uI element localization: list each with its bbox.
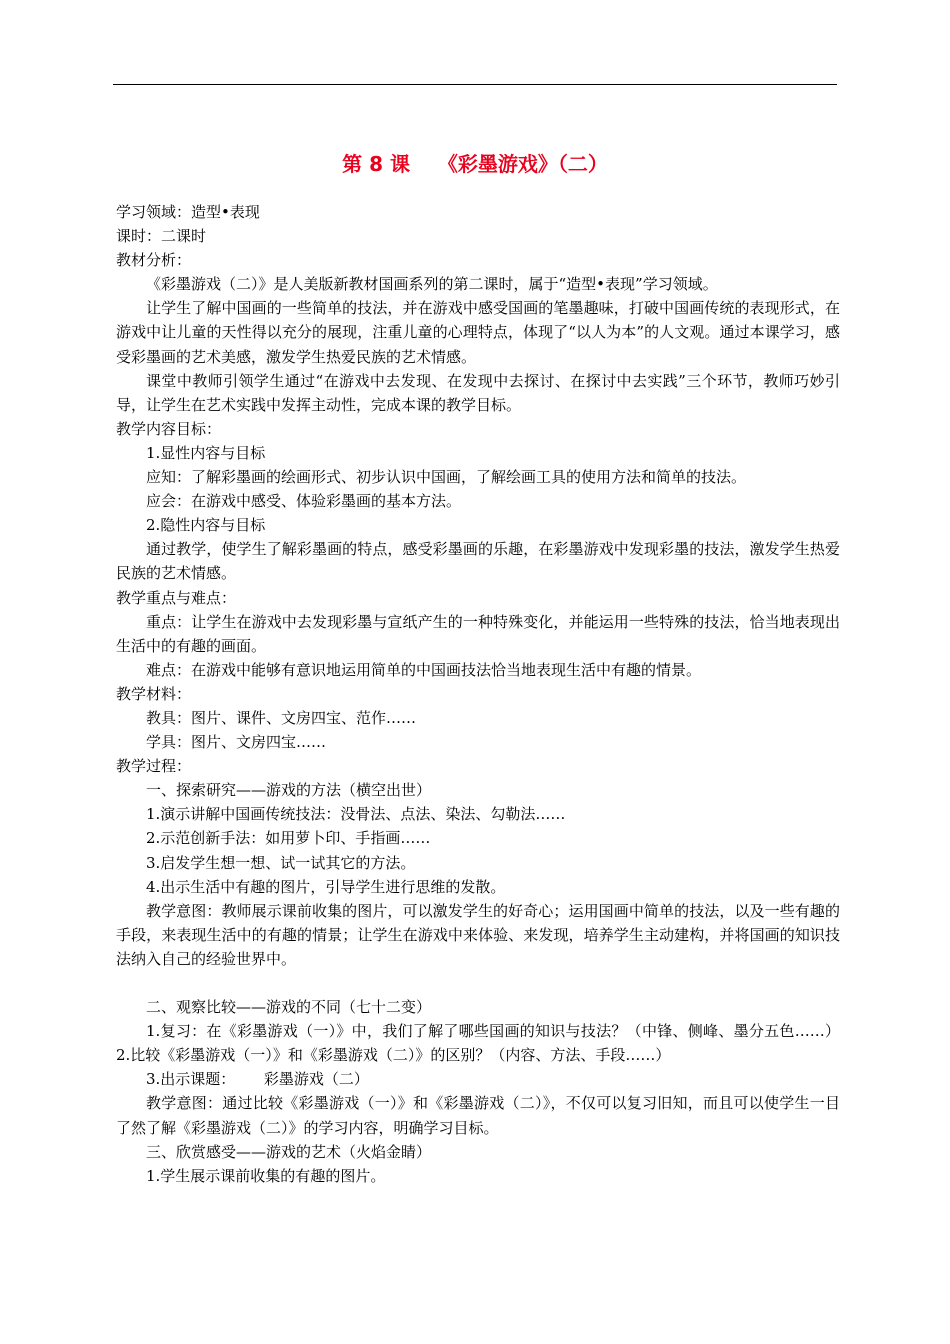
paragraph: 课时：二课时 <box>116 227 207 246</box>
paragraph: 重点：让学生在游戏中去发现彩墨与宣纸产生的一种特殊变化，并能运用一些特殊的技法，恰当地表现出生活中的有趣的画面。 <box>116 612 840 655</box>
paragraph: 教学意图：教师展示课前收集的图片，可以激发学生的好奇心；运用国画中简单的技法，以及一些有趣的手段，来表现生活中的有趣的情景；让学生在游戏中来体验、来发现，培养学生主动建构，并将国画的知识技法纳入自己的经验世界中。 <box>116 901 840 968</box>
paragraph: 教学内容目标： <box>116 419 222 438</box>
paragraph: 3.出示课题： 彩墨游戏（二） <box>146 1070 369 1089</box>
paragraph: 1.演示讲解中国画传统技法：没骨法、点法、染法、勾勒法…… <box>146 805 566 824</box>
paragraph: 1.显性内容与目标 <box>146 443 266 462</box>
blank-line <box>116 971 840 995</box>
paragraph: 教材分析： <box>116 251 192 270</box>
paragraph: 让学生了解中国画的一些简单的技法，并在游戏中感受国画的笔墨趣味，打破中国画传统的表现形式，在游戏中让儿童的天性得以充分的展现，注重儿童的心理特点，体现了“以人为本”的人文观。通过本课学习，感受彩墨画的艺术美感，激发学生热爱民族的艺术情感。 <box>116 299 840 366</box>
paragraph: 教学意图：通过比较《彩墨游戏（一）》和《彩墨游戏（二）》，不仅可以复习旧知，而且可以使学生一目了然了解《彩墨游戏（二）》的学习内容，明确学习目标。 <box>116 1094 840 1137</box>
header-rule <box>113 84 837 85</box>
paragraph: 学习领域：造型•表现 <box>116 203 260 221</box>
paragraph: 2.示范创新手法：如用萝卜印、手指画…… <box>146 829 431 848</box>
paragraph: 1.学生展示课前收集的有趣的图片。 <box>146 1166 386 1185</box>
paragraph: 应知：了解彩墨画的绘画形式、初步认识中国画，了解绘画工具的使用方法和简单的技法。 <box>146 468 747 487</box>
paragraph: 《彩墨游戏（二）》是人美版新教材国画系列的第二课时，属于“造型•表现”学习领域。 <box>146 275 718 294</box>
paragraph: 3.启发学生想一想、试一试其它的方法。 <box>146 853 416 872</box>
paragraph: 二、观察比较——游戏的不同（七十二变） <box>146 998 432 1017</box>
paragraph: 一、探索研究——游戏的方法（横空出世） <box>146 781 432 800</box>
document-body <box>116 200 840 1188</box>
paragraph: 课堂中教师引领学生通过“在游戏中去发现、在发现中去探讨、在探讨中去实践”三个环节，教师巧妙引导，让学生在艺术实践中发挥主动性，完成本课的教学目标。 <box>116 371 840 414</box>
paragraph: 4.出示生活中有趣的图片，引导学生进行思维的发散。 <box>146 877 506 896</box>
paragraph: 教学材料： <box>116 684 192 703</box>
paragraph: 教学过程： <box>116 757 192 776</box>
paragraph: 学具：图片、文房四宝…… <box>146 733 327 752</box>
paragraph: 难点：在游戏中能够有意识地运用简单的中国画技法恰当地表现生活中有趣的情景。 <box>146 660 702 679</box>
paragraph: 三、欣赏感受——游戏的艺术（火焰金睛） <box>146 1142 432 1161</box>
paragraph: 1.复习：在《彩墨游戏（一）》中，我们了解了哪些国画的知识与技法？（中锋、侧峰、墨分五色……）2.比较《彩墨游戏（一）》和《彩墨游戏（二）》的区别？（内容、方法、手段……） <box>116 1022 840 1065</box>
lesson-title: 第 8 课 《彩墨游戏》（二） <box>342 152 608 176</box>
paragraph: 教学重点与难点： <box>116 588 237 607</box>
paragraph: 教具：图片、课件、文房四宝、范作…… <box>146 708 417 727</box>
paragraph: 2.隐性内容与目标 <box>146 516 266 535</box>
paragraph: 应会：在游戏中感受、体验彩墨画的基本方法。 <box>146 492 462 511</box>
paragraph: 通过教学，使学生了解彩墨画的特点，感受彩墨画的乐趣，在彩墨游戏中发现彩墨的技法，激发学生热爱民族的艺术情感。 <box>116 540 840 583</box>
